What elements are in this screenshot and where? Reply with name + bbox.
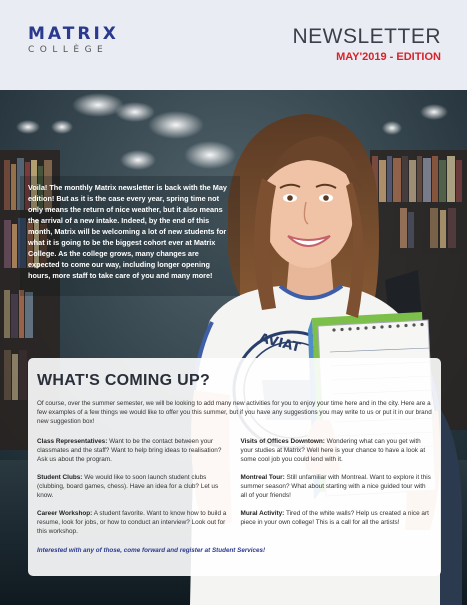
section-intro: Of course, over the summer semester, we will be looking to add many new activities for you to enjoy your time here and in the city. Here are a few examples of a few things we would like to offer you this summer, but if you have any suggestions you may write to us or put it in our brand new suggestion box! [37,400,432,425]
activities-columns [37,437,432,545]
logo-wordmark: MATRIX [28,24,119,44]
newsletter-masthead [292,25,441,63]
logo-subtitle: COLLÈGE [28,45,109,55]
edition-label: MAY'2019 - EDITION [336,51,441,63]
newsletter-header [0,0,467,90]
whats-coming-up-panel [28,358,441,576]
activities-right-column [241,437,433,545]
activity-heading: Class Representatives: [37,438,108,445]
section-title: WHAT'S COMING UP? [37,372,211,389]
activity-body: A student favorite. Want to know how to build a resume, look for jobs, or how to conduct an interview? Look out for this workshop. [37,510,227,535]
activity-heading: Visits of Offices Downtown: [240,438,325,445]
activity-heading: Student Clubs: [37,474,83,481]
activity-item [241,473,433,500]
activity-body: Wondering what can you get with your studies at Matrix? Well here is your chance to have a look at some cool job you could lend with it. [240,438,426,463]
activity-body: Still unfamiliar with Montreal. Want to explore it this summer season? What about starting with a nice guided tour with all of your friends! [240,474,431,499]
activity-item [37,473,229,500]
newsletter-title: NEWSLETTER [292,25,441,48]
activity-item [241,437,433,464]
activity-heading: Montreal Tour: [240,474,285,481]
activity-body: Want to be the contact between your classmates and the staff? Want to help bring ideas to realisation? Ask us about the program. [37,438,222,463]
intro-paragraph: Voila! The monthly Matrix newsletter is back with the May edition! But as it is the case every year, spring time not only means the return of nice weather, but it also means the arrival of a new intake. Indeed, by the end of this month, Matrix will be welcoming a lot of new students for what it is going to be the biggest cohort ever at Matrix College. As the college grows, many changes are expected to come our way, including longer opening hours, more staff to take care of you and many more! [28,183,227,280]
activity-body: Tired of the white walls? Help us created a nice art piece in your own college! This is a call for all the artists! [240,510,429,526]
registration-note: Interested with any of those, come forward and register at Student Services! [37,547,266,554]
activity-item [37,437,229,464]
activity-body: We would like to soon launch student clubs (clubbing, board games, chess). Have an idea for a club? Let us know. [37,474,219,499]
activities-left-column [37,437,229,545]
activity-item [37,509,229,536]
shirt-text: AVIAT [257,331,302,356]
matrix-college-logo [28,24,119,55]
activity-heading: Career Workshop: [37,510,93,517]
activity-heading: Mural Activity: [240,510,285,517]
activity-item [241,509,433,527]
